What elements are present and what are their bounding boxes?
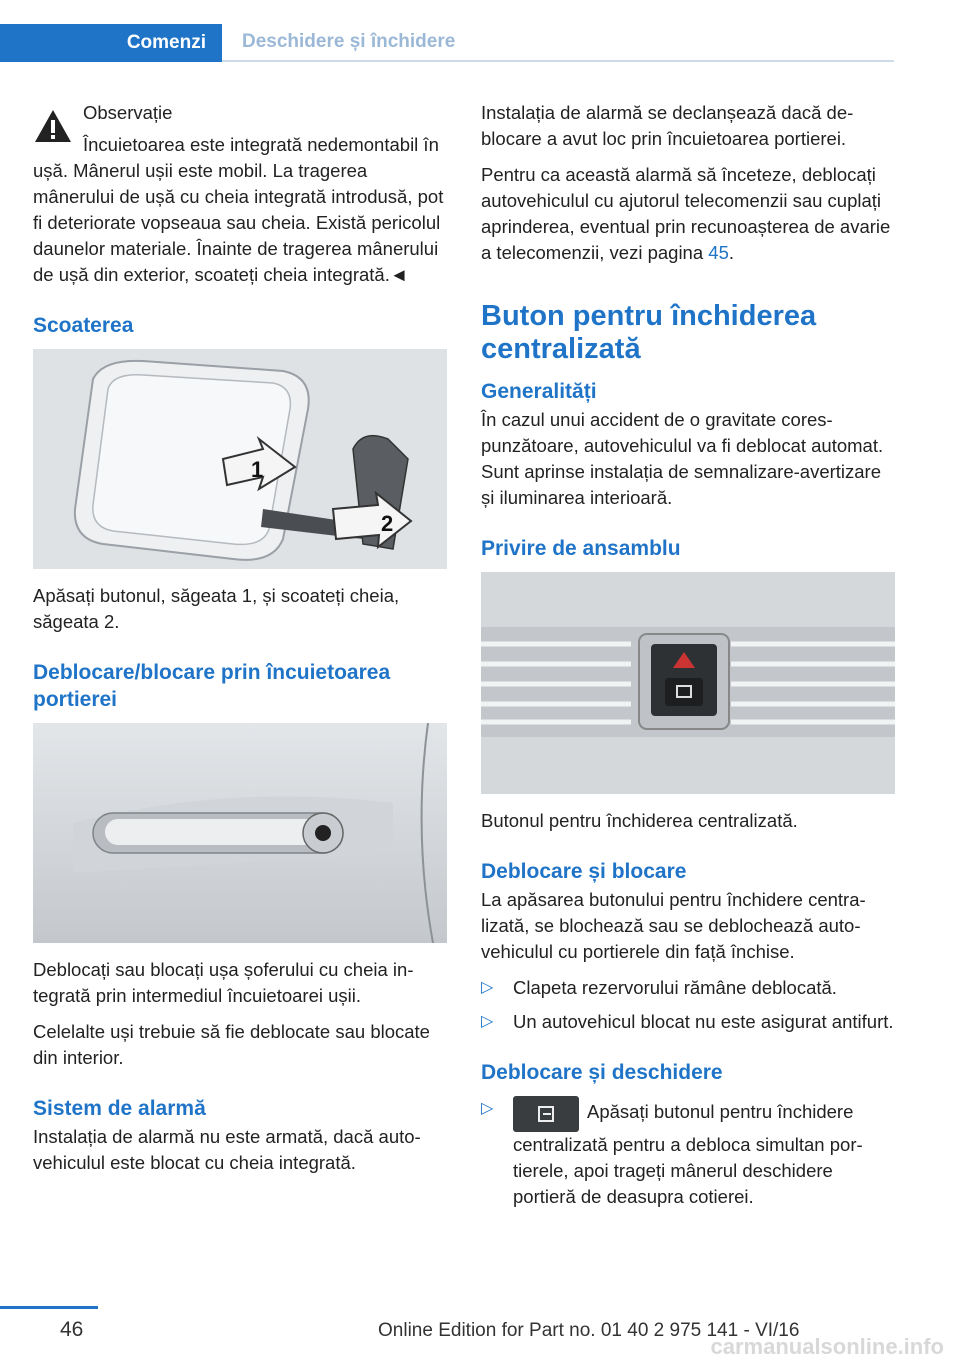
text-scoaterea: Apăsați butonul, săgeata 1, și scoateți cheia, săgeata 2.: [33, 585, 400, 632]
page-number: 46: [60, 1318, 84, 1341]
text-deblocare-1: Deblocați sau blocați ușa șoferului cu cheia integrată prin intermediul încuietoarei ușii.: [33, 959, 414, 1006]
footer-accent-line: [0, 1306, 98, 1309]
warning-icon: [33, 108, 73, 144]
heading-buton-inchidere-centralizata: Buton pentru închiderea centralizată: [481, 300, 817, 365]
bullet-list-deschidere: [481, 1096, 895, 1210]
heading-generalitati: Generalități: [481, 380, 597, 403]
arrow-label-1: 1: [251, 457, 264, 482]
text-caption-buton: Butonul pentru închiderea centralizată.: [481, 810, 798, 831]
central-lock-illustration: [481, 572, 895, 794]
warning-note: [33, 100, 447, 288]
heading-deblocare-si-deschidere: Deblocare și deschidere: [481, 1061, 723, 1084]
warning-body: Încuietoarea este integrată nedemontabil în ușă. Mânerul ușii este mobil. La tragerea mânerului de ușă cu cheia integrată introdusă, pot fi deteriorate vopseaua sau cheia. Există pericolul daunelor materiale. Înainte de tragerea mânerului de ușă din exterior, scoateți cheia integrată.◄: [33, 134, 444, 285]
bullet-list-deblocare: [481, 975, 895, 1035]
arrow-label-2: 2: [381, 511, 394, 536]
text-deblocare-2: Celelalte uși trebuie să fie deblocate sau blocate din interior.: [33, 1021, 430, 1068]
edition-text: Online Edition for Part no. 01 40 2 975 141 - VI/16: [378, 1320, 800, 1341]
heading-privire-ansamblu: Privire de ansamblu: [481, 537, 681, 560]
list-item: ▷ Un autovehicul blocat nu este asigurat antifurt.: [481, 1009, 895, 1035]
text-generalitati: În cazul unui accident de o gravitate corespunzătoare, autovehiculul va fi deblocat automat. Sunt aprinse instalația de semnalizare-avertizare și iluminarea interioară.: [481, 409, 884, 508]
text-alarma-incetare: Pentru ca această alarmă să înceteze, deblocați autovehiculul cu ajutorul telecomenzii sau cuplați aprinderea, eventual prin recunoașterea de avarie a telecomenzii, vezi pagina 45.: [481, 164, 891, 263]
left-column: [33, 100, 447, 1186]
bullet-marker-icon: ▷: [481, 979, 494, 996]
text-deblocare-si-blocare: La apăsarea butonului pentru închidere centralizată, se blochează sau se deblochează autovehiculul cu portierele din față închise.: [481, 889, 866, 962]
heading-deblocare-si-blocare: Deblocare și blocare: [481, 860, 687, 883]
text-alarma-declanseaza: Instalația de alarmă se declanșează dacă deblocare a avut loc prin încuietoarea portierei.: [481, 102, 854, 149]
page-link-45[interactable]: 45: [708, 242, 729, 263]
bullet-marker-icon: ▷: [481, 1100, 494, 1117]
figure-central-lock-button: [481, 572, 895, 794]
figure-key-removal: [33, 349, 447, 569]
watermark: carmanualsonline.info: [710, 1334, 944, 1359]
warning-title: Observație: [83, 102, 173, 123]
tab-deschidere-inchidere[interactable]: Deschidere și închidere: [222, 24, 894, 62]
tab-comenzi[interactable]: Comenzi: [0, 24, 222, 62]
heading-scoaterea: Scoaterea: [33, 314, 134, 337]
figure-door-handle: [33, 723, 447, 943]
text-alarma: Instalația de alarmă nu este armată, dacă autovehiculul este blocat cu cheia integrată.: [33, 1126, 421, 1173]
central-lock-button-icon: [513, 1096, 579, 1132]
list-item: ▷ Clapeta rezervorului rămâne deblocată.: [481, 975, 895, 1001]
right-column: [481, 100, 895, 1220]
door-handle-illustration: [33, 723, 447, 943]
heading-deblocare-blocare-incuietoare: Deblocare/blocare prin încuietoarea portierei: [33, 661, 391, 711]
key-illustration: [33, 349, 447, 569]
list-item: ▷ Apăsați butonul pentru închidere centralizată pentru a debloca simultan portierele, apoi trageți mânerul deschidere portieră de deasupra cotierei.: [481, 1096, 895, 1210]
bullet-marker-icon: ▷: [481, 1013, 494, 1030]
page-header: [0, 0, 960, 62]
heading-sistem-alarma: Sistem de alarmă: [33, 1097, 206, 1120]
